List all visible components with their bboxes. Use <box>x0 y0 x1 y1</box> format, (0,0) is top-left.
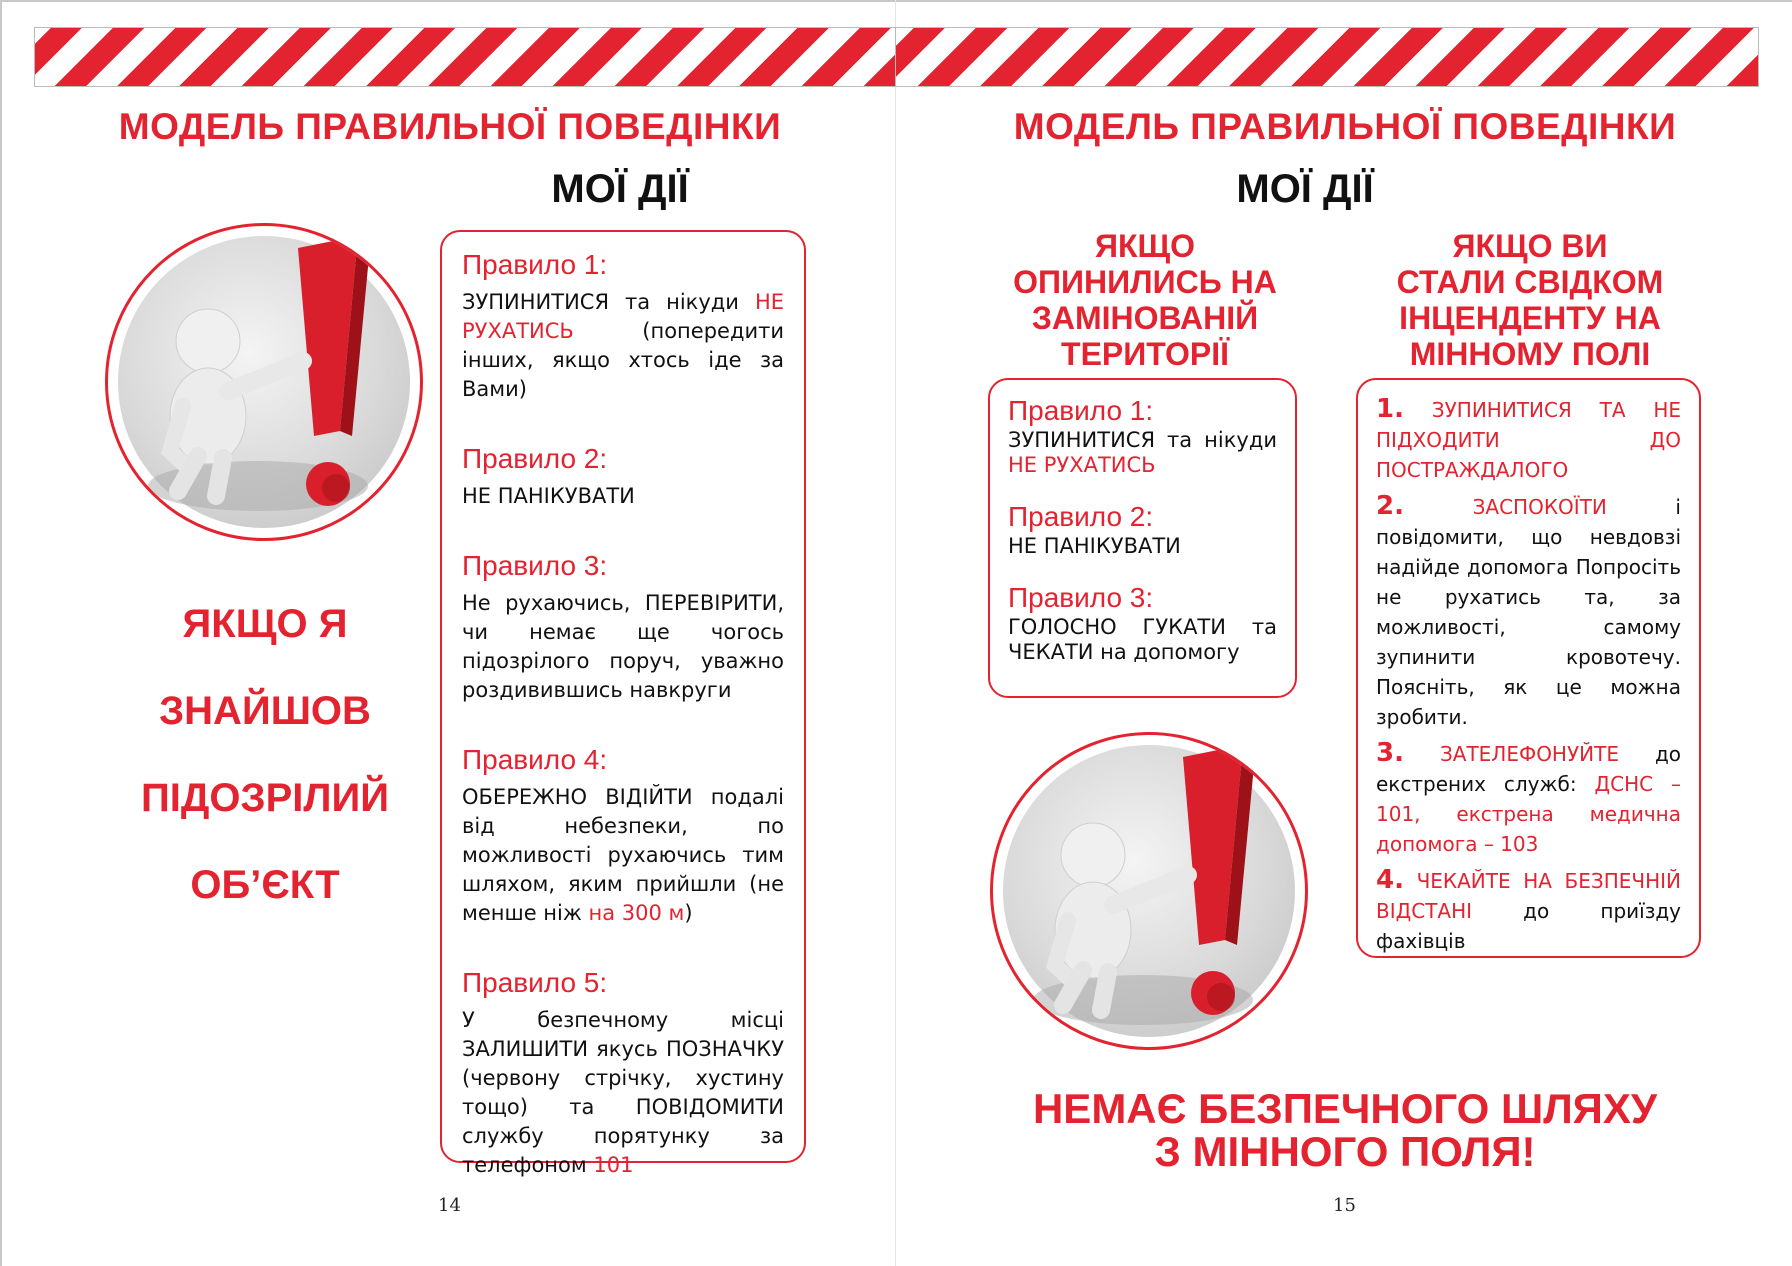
mined-territory-heading-line-2: ОПИНИЛИСЬ НА <box>1013 264 1277 300</box>
found-object-line-1: ЯКЩО Я <box>182 602 348 646</box>
rule-1 <box>462 248 784 404</box>
page-frame-top <box>0 0 1792 2</box>
rule-1-text-b: (попередити інших, якщо хтось іде за Вами) <box>462 319 784 401</box>
left-page-subtitle: МОЇ ДІЇ <box>551 167 689 211</box>
found-object-line-3: ПІДОЗРІЛИЙ <box>141 776 389 820</box>
witness-heading-line-2: СТАЛИ СВІДКОМ <box>1396 264 1664 300</box>
left-rules-box <box>440 230 806 1177</box>
no-safe-path-line-1: НЕМАЄ БЕЗПЕЧНОГО ШЛЯХУ <box>1032 1085 1658 1132</box>
witness-step-2 <box>1376 491 1681 732</box>
rule-4-text <box>462 783 784 928</box>
step-3-number: 3. <box>1376 738 1404 768</box>
rule-4-text-a: ОБЕРЕЖНО ВІДІЙТИ подалі від небезпеки, по можливості рухаючись тим шляхом, яким прийшли (не менше ніж <box>462 785 784 925</box>
rule-5-text-a: У безпечному місці ЗАЛИШИТИ якусь ПОЗНАЧКУ (червону стрічку, хустину тощо) та ПОВІДОМИТИ службу порятунку за телефоном <box>462 1008 784 1177</box>
rule-5 <box>462 966 784 1180</box>
exclamation-figure-illustration <box>105 223 423 541</box>
mined-territory-rules-box <box>988 378 1297 698</box>
found-object-line-4: ОБ’ЄКТ <box>190 863 340 907</box>
step-1-number: 1. <box>1376 394 1404 424</box>
mined-rule-1-text <box>1008 428 1277 478</box>
step-2-number: 2. <box>1376 491 1404 521</box>
mined-territory-heading-line-3: ЗАМІНОВАНІЙ <box>1031 300 1259 336</box>
witness-step-1 <box>1376 394 1681 485</box>
right-page-title: МОДЕЛЬ ПРАВИЛЬНОЇ ПОВЕДІНКИ <box>1013 106 1677 147</box>
mined-rule-1-title: Правило 1: <box>1008 395 1154 426</box>
mined-rule-2-title: Правило 2: <box>1008 501 1154 532</box>
rule-4-title: Правило 4: <box>462 744 608 775</box>
rule-2-text: НЕ ПАНІКУВАТИ <box>462 484 635 508</box>
step-3-phones: ДСНС – 101, екстрена медична допомога – 103 <box>1376 772 1681 856</box>
witness-heading-line-3: ІНЦЕНДЕНТУ НА <box>1399 300 1661 336</box>
rule-5-title: Правило 5: <box>462 967 608 998</box>
found-object-line-2: ЗНАЙШОВ <box>159 689 371 733</box>
mined-territory-heading-line-1: ЯКЩО <box>1094 228 1196 264</box>
step-4-highlight: ЧЕКАЙТЕ НА БЕЗПЕЧНІЙ ВІДСТАНІ <box>1376 869 1682 923</box>
mined-territory-heading-line-4: ТЕРИТОРІЇ <box>1061 336 1229 372</box>
left-page-title: МОДЕЛЬ ПРАВИЛЬНОЇ ПОВЕДІНКИ <box>118 106 782 147</box>
rule-3-title: Правило 3: <box>462 550 608 581</box>
rule-1-text <box>462 288 784 404</box>
rule-2 <box>462 442 784 511</box>
step-4-text: до приїзду фахівців <box>1376 899 1681 953</box>
rule-4-text-highlight: на 300 м <box>588 901 685 925</box>
rule-4-text-b: ) <box>684 901 693 925</box>
warning-stripe-left <box>34 27 896 87</box>
rule-2-title: Правило 2: <box>462 443 608 474</box>
warning-stripe-right <box>895 27 1759 87</box>
witness-step-3 <box>1376 738 1681 859</box>
witness-step-4 <box>1376 865 1681 956</box>
right-page-subtitle: МОЇ ДІЇ <box>1236 167 1374 211</box>
rule-3-text: Не рухаючись, ПЕРЕВІРИТИ, чи немає ще чогось підозрілого поруч, уважно роздивившись навкруги <box>462 591 784 702</box>
rule-1-title: Правило 1: <box>462 249 608 280</box>
witness-heading-line-1: ЯКЩО ВИ <box>1452 228 1608 264</box>
step-4-number: 4. <box>1376 865 1404 895</box>
rule-5-phone-highlight: 101 <box>593 1153 634 1177</box>
rule-1-text-a: ЗУПИНИТИСЯ та нікуди <box>462 290 755 314</box>
page-number-right: 15 <box>1333 1195 1356 1216</box>
mined-rule-3-text: ГОЛОСНО ГУКАТИ та ЧЕКАТИ на допомогу <box>1008 615 1277 664</box>
rule-5-text <box>462 1006 784 1180</box>
rule-4 <box>462 743 784 928</box>
page-divider <box>895 0 896 1266</box>
step-3-text: до екстрених служб: <box>1376 742 1682 796</box>
no-safe-path-line-2: З МІННОГО ПОЛЯ! <box>1154 1128 1536 1175</box>
rule-3 <box>462 549 784 705</box>
step-1-highlight: ЗУПИНИТИСЯ ТА НЕ ПІДХОДИТИ ДО ПОСТРАЖДАЛОГО <box>1376 398 1682 482</box>
exclamation-figure-illustration-right <box>990 732 1308 1050</box>
mined-rule-1-text-a: ЗУПИНИТИСЯ та нікуди <box>1008 428 1277 452</box>
mined-rule-1-highlight: НЕ РУХАТИСЬ <box>1008 453 1156 477</box>
step-2-text: і повідомити, що невдовзі надійде допомога Попросіть не рухатись та, за можливості, самому зупинити кровотечу. Поясніть, як це можна зробити. <box>1376 495 1681 729</box>
page-number-left: 14 <box>438 1195 461 1216</box>
mined-rule-3-title: Правило 3: <box>1008 582 1154 613</box>
mined-rule-2-text: НЕ ПАНІКУВАТИ <box>1008 534 1181 558</box>
step-3-highlight: ЗАТЕЛЕФОНУЙТЕ <box>1439 742 1619 766</box>
step-2-highlight: ЗАСПОКОЇТИ <box>1472 495 1607 519</box>
rule-1-text-highlight: НЕ РУХАТИСЬ <box>462 290 784 343</box>
witness-heading-line-4: МІННОМУ ПОЛІ <box>1409 336 1651 372</box>
witness-steps-box <box>1356 378 1701 958</box>
page-frame-left <box>0 0 2 1266</box>
